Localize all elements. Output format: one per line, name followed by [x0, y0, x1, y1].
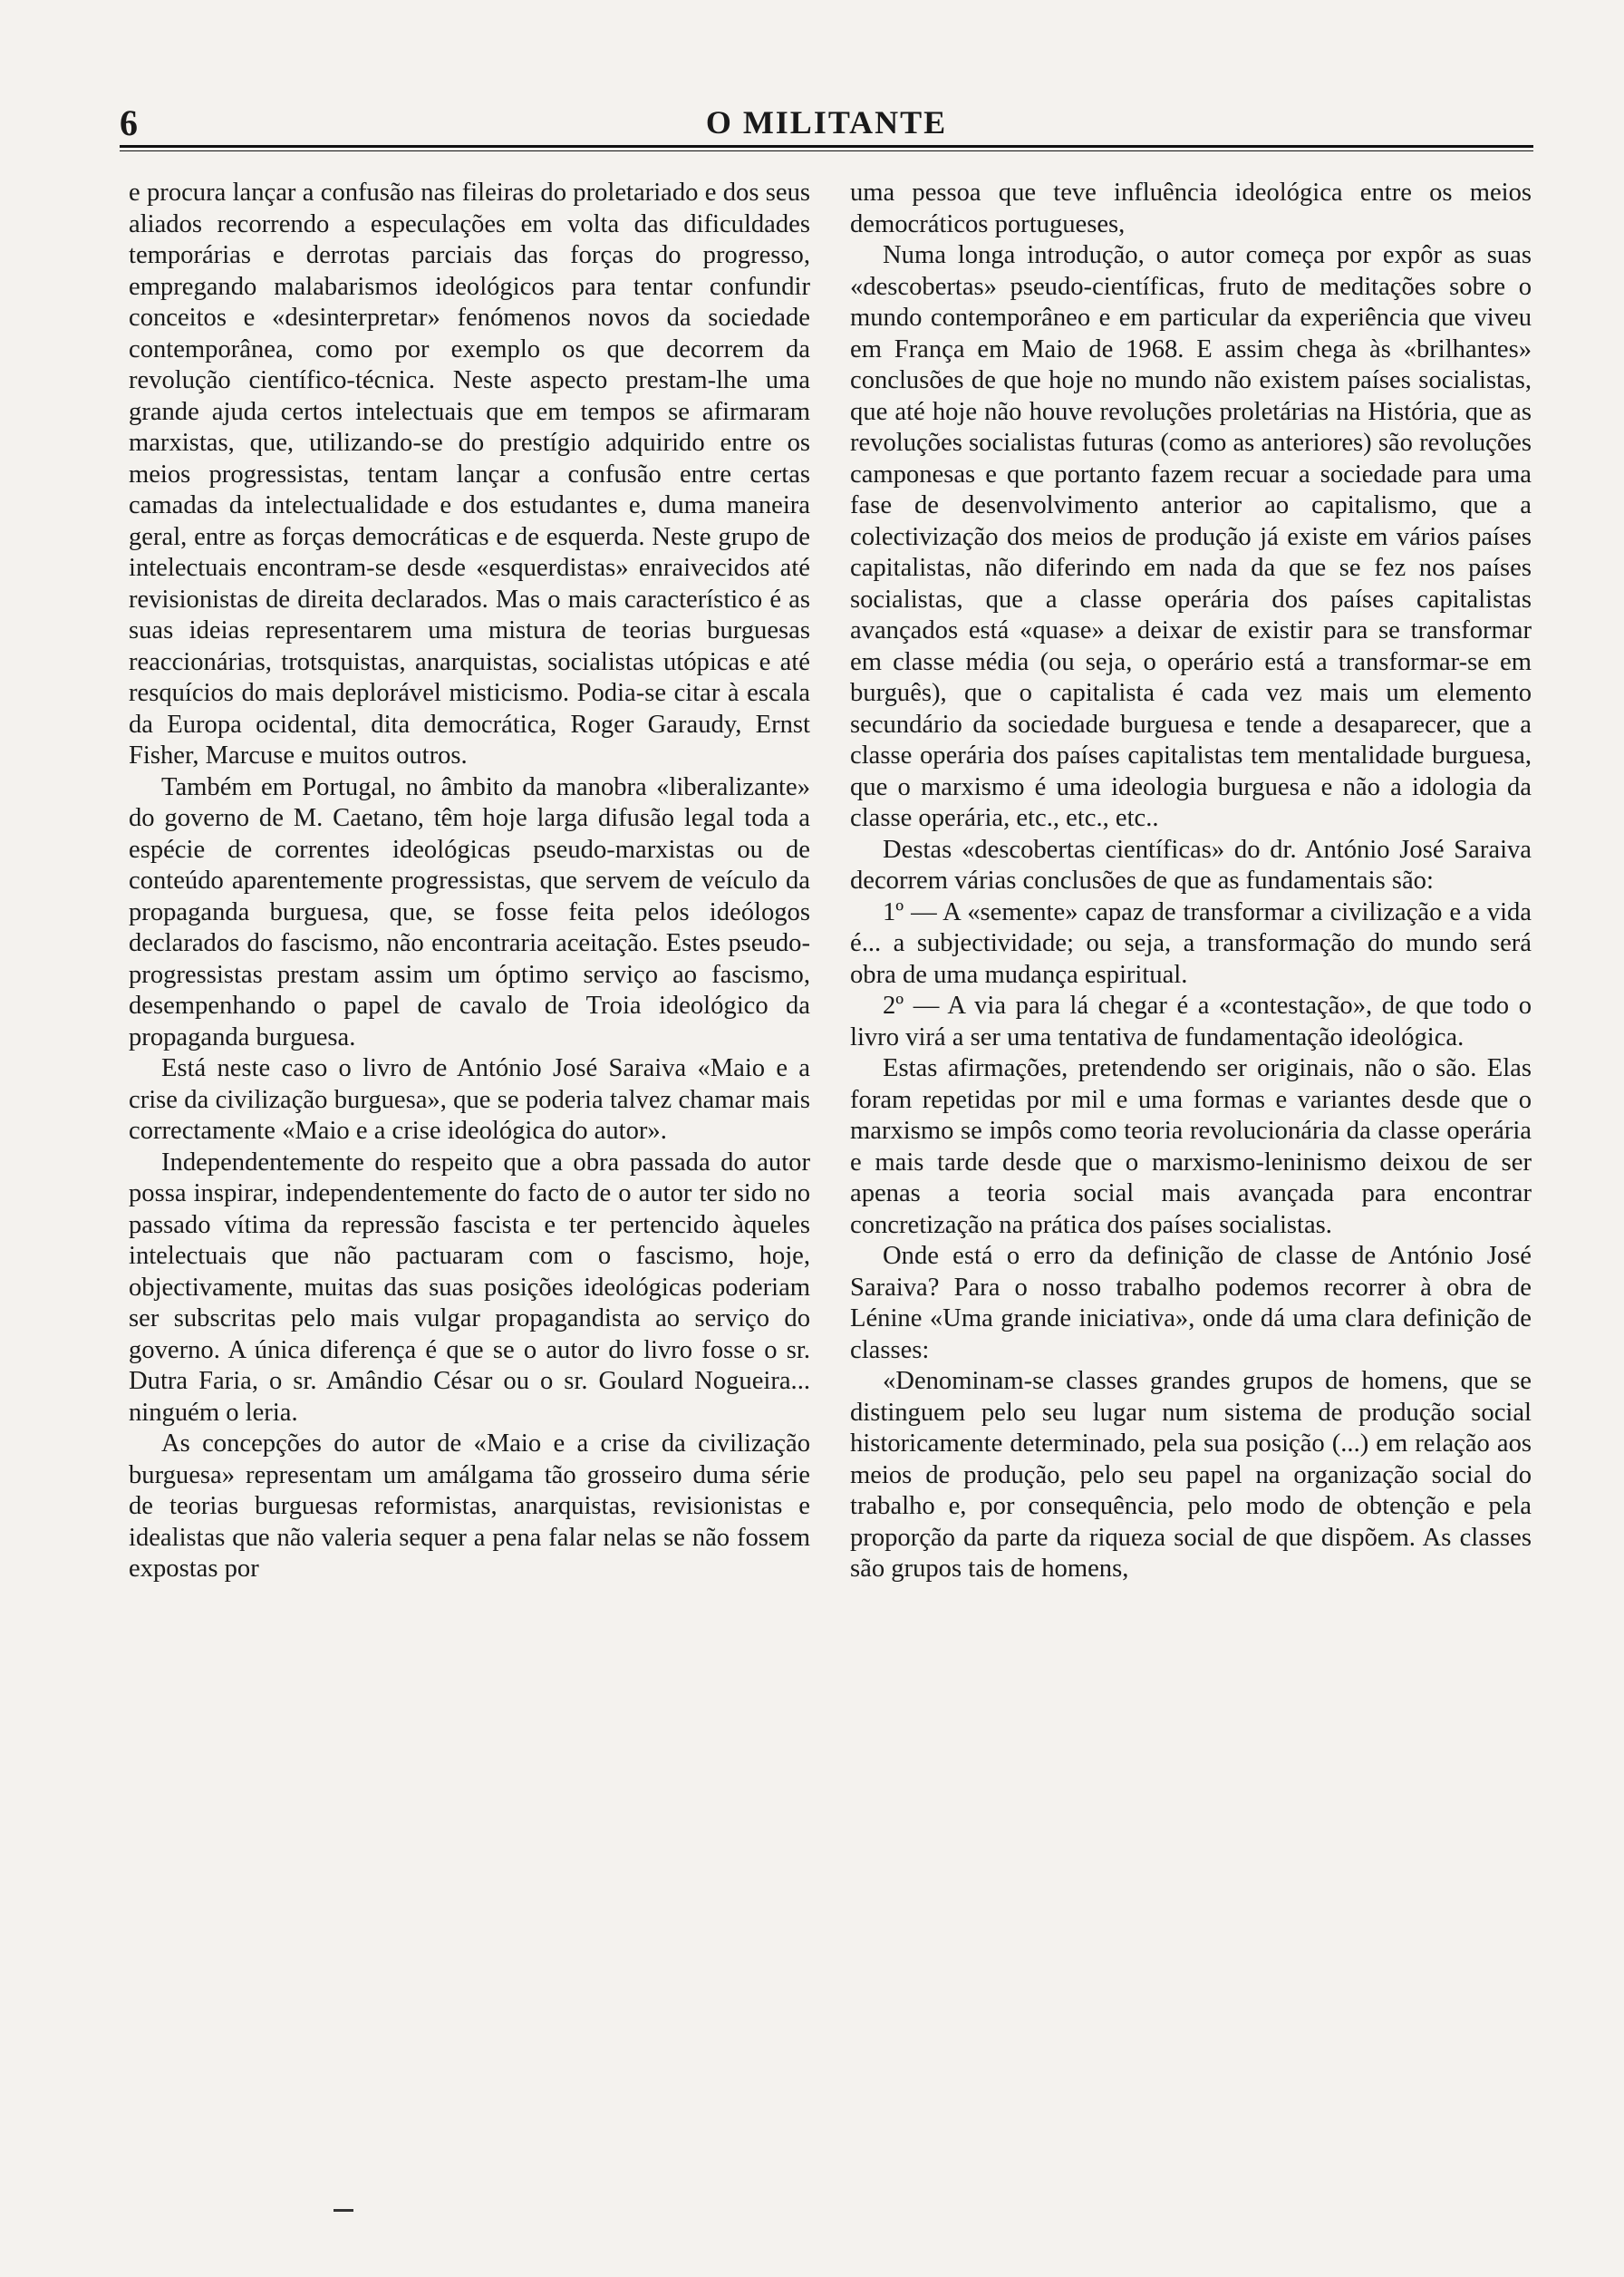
- header-rule-thin: [120, 150, 1533, 151]
- paragraph: Estas afirmações, pretendendo ser originais, não o são. Elas foram repetidas por mil e uma formas e variantes desde que o marxismo se impôs como teoria revolucionária da classe operária e mais tarde desde que o marxismo-leninismo deixou de ser apenas a teoria social mais avançada para encontrar concretização na prática dos países socialistas.: [850, 1054, 1532, 1239]
- paragraph: As concepções do autor de «Maio e a crise da civilização burguesa» representam um amálgama tão grosseiro duma série de teorias burguesas reformistas, anarquistas, revisionistas e idealistas que não valeria sequer a pena falar nelas se não fossem expostas por: [129, 1429, 810, 1583]
- journal-title: O MILITANTE: [705, 104, 948, 140]
- footer-mark: [334, 2209, 353, 2212]
- paragraph: Destas «descobertas científicas» do dr. António José Saraiva decorrem várias conclusões de que as fundamentais são:: [850, 835, 1532, 895]
- paragraph: 1º — A «semente» capaz de transformar a civilização e a vida é... a subjectividade; ou seja, a transformação do mundo será obra de uma mudança espiritual.: [850, 897, 1532, 989]
- paragraph: 2º — A via para lá chegar é a «contestação», de que todo o livro virá a ser uma tentativa de fundamentação ideológica.: [850, 992, 1532, 1051]
- paragraph: uma pessoa que teve influência ideológica entre os meios democráticos portugueses,: [850, 179, 1532, 238]
- page-header: [120, 102, 1533, 145]
- right-column: [850, 178, 1532, 2217]
- paragraph: Também em Portugal, no âmbito da manobra «liberalizante» do governo de M. Caetano, têm hoje larga difusão legal toda a espécie de correntes ideológicas pseudo-marxistas ou de conteúdo aparentemente progressistas, que servem de veículo da propaganda burguesa, que, se fosse feita pelos ideólogos declarados do fascismo, não encontraria aceitação. Estes pseudo-progressistas prestam assim um óptimo serviço ao fascismo, desempenhando o papel de cavalo de Troia ideológico da propaganda burguesa.: [129, 772, 810, 1051]
- header-rule: [120, 145, 1533, 148]
- paragraph: «Denominam-se classes grandes grupos de homens, que se distinguem pelo seu lugar num sistema de produção social historicamente determinado, pela sua posição (...) em relação aos meios de produção, pelo seu papel na organização social do trabalho e, por consequência, pelo modo de obtenção e pela proporção da parte da riqueza social de que dispõem. As classes são grupos tais de homens,: [850, 1367, 1532, 1583]
- paragraph: Numa longa introdução, o autor começa por expôr as suas «descobertas» pseudo-científicas, fruto de meditações sobre o mundo contemporâneo e em particular da experiência que viveu em França em Maio de 1968. E assim chega às «brilhantes» conclusões de que hoje no mundo não existem países socialistas, que até hoje não houve revoluções proletárias na História, que as revoluções socialistas futuras (como as anteriores) são revoluções camponesas e que portanto fazem recuar a sociedade para uma fase de desenvolvimento anterior ao capitalismo, que a colectivização dos meios de produção já existe em vários países capitalistas, não diferindo em nada da que se fez nos países socialistas, que a classe operária dos países capitalistas avançados está «quase» a deixar de existir para se transformar em classe média (ou seja, o operário está a transformar-se em burguês), que o capitalista é cada vez mais um elemento secundário da sociedade burguesa e tende a desaparecer, que a classe operária dos países capitalistas tem mentalidade burguesa, que o marxismo é uma ideologia burguesa e não a idologia da classe operária, etc., etc., etc..: [850, 241, 1532, 832]
- page-number: 6: [120, 102, 138, 143]
- paragraph: Está neste caso o livro de António José Saraiva «Maio e a crise da civilização burguesa», que se poderia talvez chamar mais correctamente «Maio e a crise ideológica do autor».: [129, 1054, 810, 1145]
- paragraph: e procura lançar a confusão nas fileiras do proletariado e dos seus aliados recorrendo a especulações em volta das dificuldades temporárias e derrotas parciais das forças do progresso, empregando malabarismos ideológicos para tentar confundir conceitos e «desinterpretar» fenómenos novos da sociedade contemporânea, como por exemplo os que decorrem da revolução científico-técnica. Neste aspecto prestam-lhe uma grande ajuda certos intelectuais que em tempos se afirmaram marxistas, que, utilizando-se do prestígio adquirido entre os meios progressistas, tentam lançar a confusão entre certas camadas da intelectualidade e dos estudantes e, duma maneira geral, entre as forças democráticas e de esquerda. Neste grupo de intelectuais encontram-se desde «esquerdistas» enraivecidos até revisionistas de direita declarados. Mas o mais característico é as suas ideias representarem uma mistura de teorias burguesas reaccionárias, trotsquistas, anarquistas, socialistas utópicas e até resquícios do mais deplorável misticismo. Podia-se citar à escala da Europa ocidental, dita democrática, Roger Garaudy, Ernst Fisher, Marcuse e muitos outros.: [129, 179, 810, 770]
- paragraph: Onde está o erro da definição de classe de António José Saraiva? Para o nosso trabalho podemos recorrer à obra de Lénine «Uma grande iniciativa», onde dá uma clara definição de classes:: [850, 1242, 1532, 1364]
- left-column: [129, 178, 810, 2217]
- paragraph: Independentemente do respeito que a obra passada do autor possa inspirar, independentemente do facto de o autor ter sido no passado vítima da repressão fascista e ter pertencido àqueles intelectuais que não pactuaram com o fascismo, hoje, objectivamente, muitas das suas posições ideológicas poderiam ser subscritas pelo mais vulgar propagandista ao serviço do governo. A única diferença é que se o autor do livro fosse o sr. Dutra Faria, o sr. Amândio César ou o sr. Goulard Nogueira... ninguém o leria.: [129, 1148, 810, 1427]
